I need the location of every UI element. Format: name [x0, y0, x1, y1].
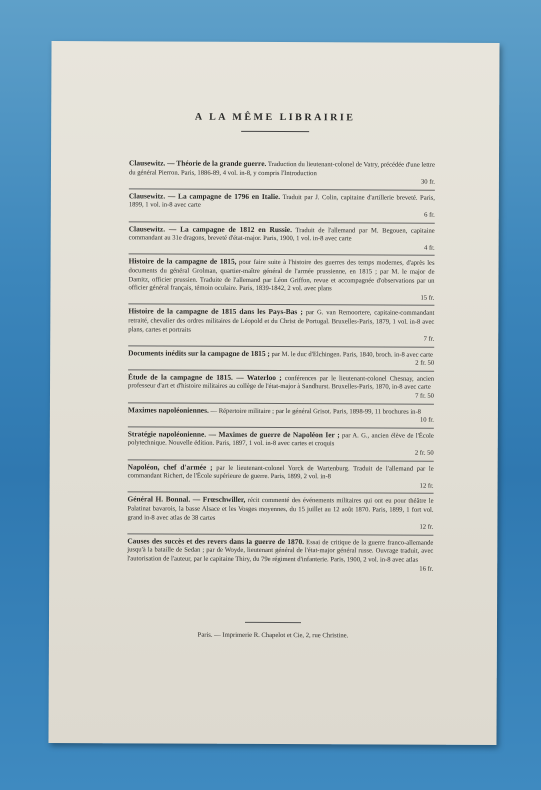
entry-title: Causes des succès et des revers dans la guerre de 1870.	[127, 536, 305, 546]
entry-description: conférences par le lieutenant-colonel Chesnay, ancien professeur d'art et d'histoire militaires au collège de l'état-major à Sandhurst. Bruxelles-Paris, 1870, in-8 avec carte	[128, 374, 435, 392]
catalog-entry	[128, 349, 434, 372]
entry-title: Stratégie napoléonienne. — Maximes de guerre de Napoléon Ier ;	[127, 429, 340, 440]
entry-description: Traduit de l'allemand par M. Begouen, capitaine commandant au 31e dragons, breveté d'état-major. Paris, 1900, 1 vol. in-8 avec carte	[128, 226, 435, 243]
entry-description: Traduit par J. Colin, capitaine d'artillerie breveté. Paris, 1899, 1 vol. in-8 avec carte	[128, 193, 435, 210]
entry-title: Clausewitz. — La campagne de 1796 en Italie.	[128, 191, 281, 201]
entry-price: 30 fr.	[420, 178, 435, 186]
entry-description: pour faire suite à l'histoire des guerres des temps modernes, d'après les documents du général Grolman, quartier-maître général de l'armée prussienne, en 1815 ; par M. le major de Damitz, officier prussien. Traduite de l'allemand par Léon Griffon, revue et accompagnée d'observations par un officier général français, témoin oculaire. Paris, 1839-1842, 2 vol. avec plans	[128, 259, 435, 293]
entry-description: récit commenté des événements militaires qui ont eu pour théâtre le Palatinat bavarois, la basse Alsace et les Vosges moyennes, du 15 juillet au 12 août 1870. Paris, 1899, 1 fort vol. grand in-8 avec atlas de 38 cartes	[127, 497, 434, 522]
entry-price: 2 fr. 50	[415, 359, 435, 367]
catalog-list	[127, 159, 435, 578]
printer-imprint: Paris. — Imprimerie R. Chapelot et Cie, 2, rue Christine.	[197, 631, 349, 640]
entry-title: Histoire de la campagne de 1815,	[128, 256, 237, 267]
entry-description: — Répertoire militaire ; par le général Grisot. Paris, 1898-99, 11 brochures in-8	[210, 407, 421, 416]
catalog-entry	[127, 537, 433, 576]
entry-title: Général H. Bonnal. — Frœschwiller,	[127, 494, 246, 505]
entry-price: 7 fr. 50	[415, 392, 435, 400]
entry-title: Clausewitz. — La campagne de 1812 en Russie.	[128, 223, 292, 234]
entry-price: 4 fr.	[423, 244, 435, 252]
entry-description: par M. le duc d'Elchingen. Paris, 1840, broch. in-8 avec carte	[271, 350, 433, 359]
catalog-entry	[129, 159, 435, 190]
entry-title: Napoléon, chef d'armée ;	[127, 461, 213, 472]
catalog-entry	[128, 308, 434, 348]
entry-price: 15 fr.	[420, 294, 435, 302]
entry-description: Essai de critique de la guerre franco-allemande jusqu'à la bataille de Sedan ; par de Woyde, lieutenant général de l'état-major général russe. Ouvrage traduit, avec l'autorisation de l'auteur, par le capitaine Thiry, du 79e régiment d'infanterie. Paris, 1900, 2 vol. in-8 avec atlas	[127, 538, 434, 564]
title-divider	[241, 131, 309, 132]
entry-price: 6 fr.	[424, 211, 435, 219]
entry-description: par A. G., ancien élève de l'École polytechnique. Nouvelle édition. Paris, 1897, 1 vol. in-8 avec cartes et croquis	[127, 432, 434, 448]
entry-description: par G. van Remoortere, capitaine-commandant retraité, chevalier des ordres militaires de Léopold et du Christ de Portugal. Bruxelles-Paris, 1879, 1 vol. in-8 avec plans, cartes et portraits	[128, 309, 435, 334]
entry-title: Maximes napoléoniennes.	[127, 405, 209, 415]
entry-price: 12 fr.	[419, 523, 434, 531]
entry-price: 16 fr.	[419, 565, 434, 573]
catalog-entry	[127, 496, 433, 536]
catalog-entry	[129, 225, 435, 256]
entry-title: Clausewitz. — Théorie de la grande guerre.	[128, 158, 267, 168]
catalog-entry	[128, 430, 434, 461]
entry-title: Histoire de la campagne de 1815 dans les Pays-Bas ;	[128, 306, 303, 317]
catalog-entry	[128, 258, 434, 306]
entry-description: par le lieutenant-colonel Yorck de Wartenburg. Traduit de l'allemand par le commandant Richert, de l'École supérieure de guerre. Paris, 1899, 2 vol. in-8	[127, 464, 434, 481]
catalog-entry	[128, 406, 434, 429]
catalog-entry	[128, 373, 434, 404]
entry-price: 7 fr.	[423, 335, 435, 343]
entry-price: 12 fr.	[419, 482, 434, 490]
entry-description: Traduction du lieutenant-colonel de Vatry, précédée d'une lettre du général Pierron. Paris, 1886-89, 4 vol. in-8, y compris l'Introduction	[128, 160, 436, 177]
printed-page	[48, 41, 499, 745]
entry-title: Documents inédits sur la campagne de 1815 ;	[128, 348, 270, 358]
entry-title: Étude de la campagne de 1815. — Waterloo ;	[128, 372, 282, 382]
footer-divider	[245, 622, 301, 623]
page-title: A LA MÊME LIBRAIRIE	[194, 111, 356, 124]
catalog-entry	[128, 463, 434, 494]
entry-price: 10 fr.	[419, 416, 434, 424]
catalog-entry	[129, 192, 435, 223]
entry-price: 2 fr. 50	[414, 449, 434, 457]
